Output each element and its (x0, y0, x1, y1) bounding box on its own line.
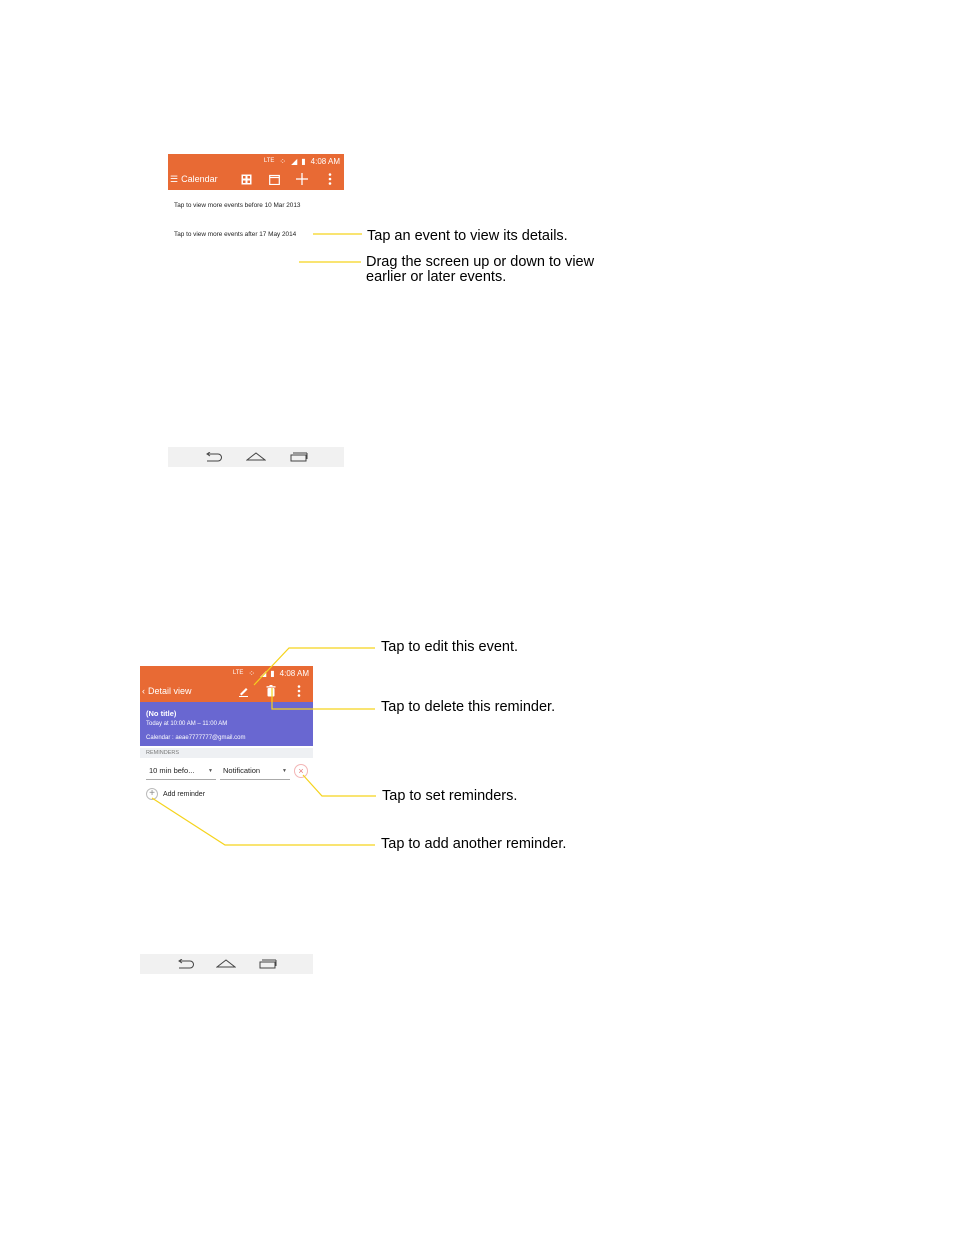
status-time: 4:08 AM (310, 156, 340, 166)
close-icon: × (298, 766, 304, 776)
chevron-left-icon: ‹ (142, 686, 145, 696)
callout-edit-event: Tap to edit this event. (381, 639, 519, 655)
reminders-header: REMINDERS (140, 748, 313, 758)
network-label: LTE (263, 158, 275, 164)
battery-icon: ▮ (301, 156, 306, 166)
battery-icon: ▮ (270, 668, 275, 678)
menu-icon: ☰ (170, 173, 179, 184)
event-calendar: Calendar : aeae7777777@gmail.com (146, 735, 246, 741)
screen-title: Detail view (148, 686, 192, 696)
callout-line-delete (272, 688, 375, 709)
caret-down-icon: ▼ (282, 767, 287, 774)
load-earlier-events[interactable]: Tap to view more events before 10 Mar 2013 (174, 202, 301, 209)
sync-icon: ⁘ (248, 668, 256, 678)
status-time: 4:08 AM (279, 668, 309, 678)
callout-line-edit (254, 648, 375, 685)
event-title: (No title) (146, 709, 177, 718)
load-later-events[interactable]: Tap to view more events after 17 May 2014 (174, 231, 297, 238)
callout-line-add (152, 798, 375, 845)
callout-add-reminder: Tap to add another reminder. (381, 836, 567, 852)
callout-drag-line1: Drag the screen up or down to view (366, 254, 595, 270)
app-title: Calendar (181, 174, 218, 184)
add-reminder-label: Add reminder (163, 790, 206, 798)
plus-icon: + (146, 788, 158, 800)
callout-event-details: Tap an event to view its details. (367, 228, 568, 244)
callout-set-reminders: Tap to set reminders. (382, 788, 518, 804)
callout-drag-line2: earlier or later events. (366, 269, 507, 285)
signal-icon: ◢ (291, 156, 297, 166)
signal-icon: ◢ (260, 668, 266, 678)
reminder-time-value: 10 min befo... (149, 766, 195, 775)
network-label: LTE (232, 670, 244, 676)
callout-delete-reminder: Tap to delete this reminder. (381, 699, 556, 715)
sync-icon: ⁘ (279, 156, 287, 166)
callout-line-set (303, 775, 376, 796)
event-time: Today at 10:00 AM – 11:00 AM (146, 721, 228, 727)
caret-down-icon: ▼ (208, 767, 213, 774)
reminder-type-value: Notification (223, 766, 261, 775)
